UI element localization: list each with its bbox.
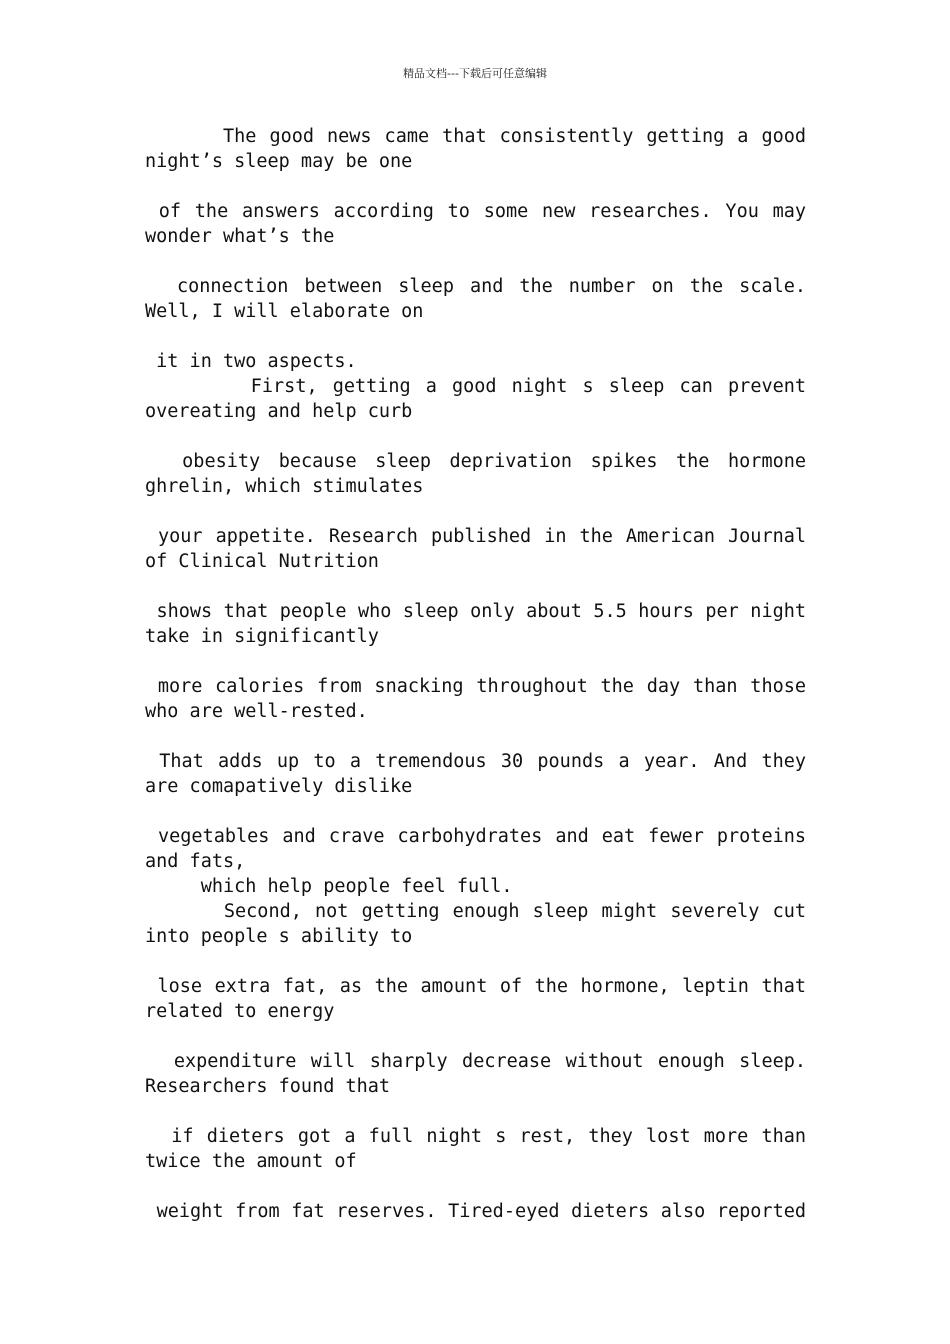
- text-line: it in two aspects.: [145, 351, 357, 372]
- text-line: more calories from snacking throughout the day than those: [145, 676, 806, 697]
- text-line: into people s ability to: [145, 926, 413, 947]
- text-line: night’s sleep may be one: [145, 151, 413, 172]
- paragraph-spacer: [145, 1174, 806, 1199]
- paragraph-spacer: [145, 574, 806, 599]
- text-line: lose extra fat, as the amount of the hormone, leptin that: [145, 976, 807, 997]
- text-line: That adds up to a tremendous 30 pounds a year. And they: [145, 751, 806, 772]
- text-line: Researchers found that: [145, 1076, 391, 1097]
- text-line: vegetables and crave carbohydrates and eat fewer proteins: [145, 826, 806, 847]
- paragraph-spacer: [145, 324, 806, 349]
- text-line: take in significantly: [145, 626, 379, 647]
- paragraph-spacer: [145, 1099, 806, 1124]
- text-line: First, getting a good night s sleep can prevent: [145, 376, 807, 397]
- paragraph-spacer: [145, 424, 806, 449]
- text-line: of the answers according to some new researches. You may: [145, 201, 807, 222]
- text-line: who are well-rested.: [145, 701, 368, 722]
- paragraph-spacer: [145, 1024, 806, 1049]
- paragraph-spacer: [145, 499, 806, 524]
- text-line: related to energy: [145, 1001, 335, 1022]
- paragraph-spacer: [145, 724, 806, 749]
- text-line: of Clinical Nutrition: [145, 551, 379, 572]
- text-line: if dieters got a full night s rest, they lost more than: [145, 1126, 806, 1147]
- text-line: Well, I will elaborate on: [145, 301, 424, 322]
- text-line: expenditure will sharply decrease without enough sleep.: [145, 1051, 806, 1072]
- text-line: wonder what’s the: [145, 226, 335, 247]
- text-line: and fats,: [145, 851, 246, 872]
- text-line: ghrelin, which stimulates: [145, 476, 424, 497]
- paragraph-spacer: [145, 249, 806, 274]
- text-line: overeating and help curb: [145, 401, 413, 422]
- text-line: twice the amount of: [145, 1151, 357, 1172]
- paragraph-spacer: [145, 649, 806, 674]
- text-line: connection between sleep and the number on the scale.: [145, 276, 807, 297]
- paragraph-spacer: [145, 799, 806, 824]
- text-line: Second, not getting enough sleep might severely cut: [145, 901, 806, 922]
- text-line: weight from fat reserves. Tired-eyed dieters also reported: [145, 1201, 806, 1222]
- text-line: your appetite. Research published in the American Journal: [145, 526, 806, 547]
- text-line: which help people feel full.: [145, 876, 513, 897]
- text-line: obesity because sleep deprivation spikes the hormone: [145, 451, 806, 472]
- text-line: shows that people who sleep only about 5.5 hours per night: [145, 601, 806, 622]
- paragraph-spacer: [145, 949, 806, 974]
- paragraph-spacer: [145, 174, 806, 199]
- document-body: [145, 124, 806, 1224]
- page-header: 精品文档---下载后可任意编辑: [403, 67, 547, 80]
- text-line: are comapatively dislike: [145, 776, 413, 797]
- text-line: The good news came that consistently getting a good: [145, 126, 806, 147]
